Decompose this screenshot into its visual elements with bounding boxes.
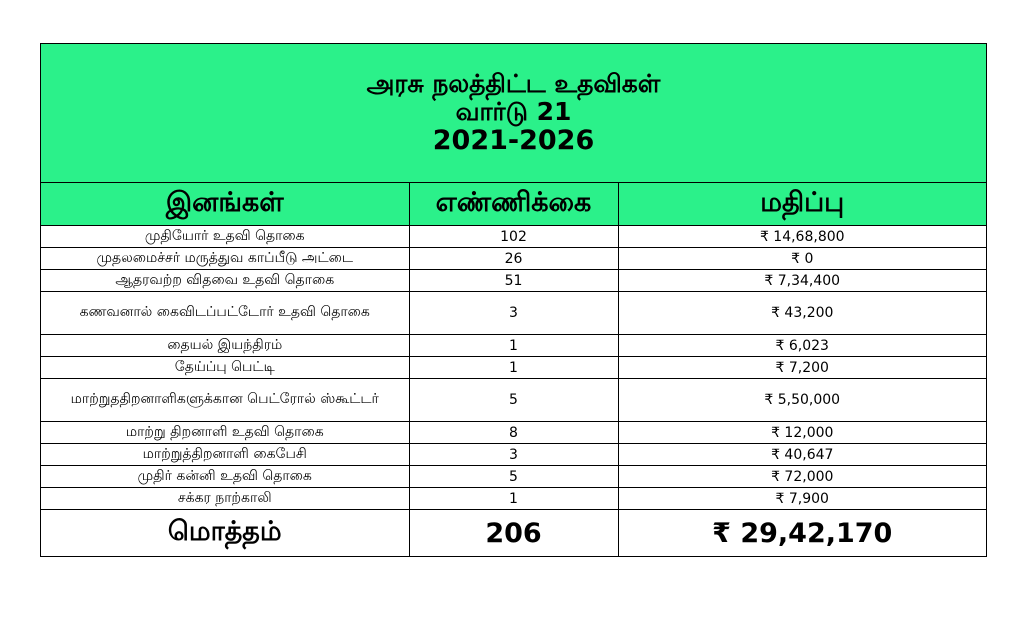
count-cell: 5: [409, 466, 618, 488]
value-cell: ₹ 14,68,800: [618, 226, 986, 248]
item-cell: மாற்று திறனாளி உதவி தொகை: [41, 422, 409, 444]
table-row: [41, 488, 986, 510]
table-row: [41, 335, 986, 357]
value-cell: ₹ 43,200: [618, 292, 986, 335]
item-cell: கணவனால் கைவிடப்பட்டோர் உதவி தொகை: [41, 292, 409, 335]
item-cell: தையல் இயந்திரம்: [41, 335, 409, 357]
total-label: மொத்தம்: [41, 510, 409, 557]
column-header-item: இனங்கள்: [41, 183, 409, 226]
table-row: [41, 422, 986, 444]
item-cell: ஆதரவற்ற விதவை உதவி தொகை: [41, 270, 409, 292]
count-cell: 51: [409, 270, 618, 292]
column-header-value: மதிப்பு: [618, 183, 986, 226]
welfare-table-sheet: [40, 43, 987, 557]
item-cell: மாற்றுத்திறனாளி கைபேசி: [41, 444, 409, 466]
item-cell: தேய்ப்பு பெட்டி: [41, 357, 409, 379]
count-cell: 3: [409, 444, 618, 466]
welfare-table: [41, 183, 986, 556]
count-cell: 1: [409, 357, 618, 379]
value-cell: ₹ 0: [618, 248, 986, 270]
value-cell: ₹ 6,023: [618, 335, 986, 357]
total-value: ₹ 29,42,170: [618, 510, 986, 557]
item-cell: முதிர் கன்னி உதவி தொகை: [41, 466, 409, 488]
title-line: அரசு நலத்திட்ட உதவிகள்: [366, 68, 661, 98]
count-cell: 3: [409, 292, 618, 335]
header-row: [41, 183, 986, 226]
table-row: [41, 248, 986, 270]
item-cell: மாற்றுததிறனாளிகளுக்கான பெட்ரோல் ஸ்கூட்டர்: [41, 379, 409, 422]
column-header-count: எண்ணிக்கை: [409, 183, 618, 226]
count-cell: 8: [409, 422, 618, 444]
period-line: 2021-2026: [432, 124, 595, 156]
value-cell: ₹ 7,900: [618, 488, 986, 510]
count-cell: 5: [409, 379, 618, 422]
count-cell: 1: [409, 335, 618, 357]
table-row: [41, 270, 986, 292]
title-banner: [41, 44, 986, 183]
value-cell: ₹ 7,200: [618, 357, 986, 379]
table-row: [41, 357, 986, 379]
total-row: [41, 510, 986, 557]
value-cell: ₹ 72,000: [618, 466, 986, 488]
table-row: [41, 379, 986, 422]
value-cell: ₹ 5,50,000: [618, 379, 986, 422]
item-cell: முதியோர் உதவி தொகை: [41, 226, 409, 248]
total-count: 206: [409, 510, 618, 557]
value-cell: ₹ 40,647: [618, 444, 986, 466]
table-row: [41, 466, 986, 488]
ward-line: வார்டு 21: [455, 96, 572, 126]
table-row: [41, 226, 986, 248]
count-cell: 1: [409, 488, 618, 510]
value-cell: ₹ 12,000: [618, 422, 986, 444]
table-row: [41, 292, 986, 335]
table-row: [41, 444, 986, 466]
item-cell: முதலமைச்சர் மருத்துவ காப்பீடு அட்டை: [41, 248, 409, 270]
item-cell: சக்கர நாற்காலி: [41, 488, 409, 510]
count-cell: 102: [409, 226, 618, 248]
value-cell: ₹ 7,34,400: [618, 270, 986, 292]
count-cell: 26: [409, 248, 618, 270]
